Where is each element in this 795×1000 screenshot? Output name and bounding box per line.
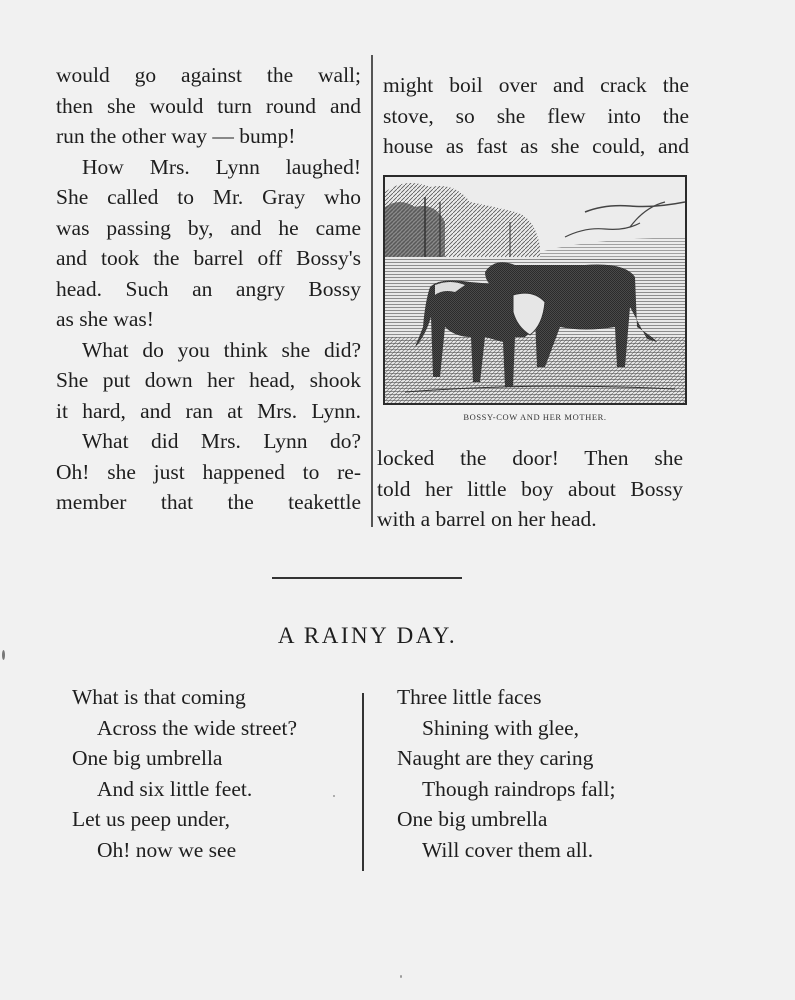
paper-speck xyxy=(2,650,5,660)
poem-line: Across the wide street? xyxy=(97,715,297,740)
poem-line: One big umbrella xyxy=(72,746,223,770)
story-line: run the other way — bump! xyxy=(56,124,296,148)
story-line: told her little boy about Bossy xyxy=(377,476,683,501)
story-line: was passing by, and he came xyxy=(56,215,361,240)
poem-line: One big umbrella xyxy=(397,807,548,831)
poem-line: What is that coming xyxy=(72,685,246,709)
story-line: and took the barrel off Bossy's xyxy=(56,246,361,270)
section-separator xyxy=(272,577,462,579)
poem-line: Will cover them all. xyxy=(422,837,594,862)
story-line: might boil over and crack the xyxy=(383,73,689,97)
story-line: then she would turn round and xyxy=(56,93,361,118)
story-line: She put down her head, shook xyxy=(56,368,361,392)
poem-line: And six little feet. xyxy=(97,776,253,801)
poem-left-stanza xyxy=(72,682,297,865)
poem-line: Shining with glee, xyxy=(422,715,580,740)
paper-speck xyxy=(333,795,335,797)
poem-line: Oh! now we see xyxy=(97,837,237,862)
column-divider xyxy=(371,55,373,527)
story-left-column xyxy=(56,60,361,518)
story-line: head. Such an angry Bossy xyxy=(56,276,361,301)
poem-title: A RAINY DAY. xyxy=(277,623,458,648)
story-line: How Mrs. Lynn laughed! xyxy=(82,154,361,179)
poem-column-divider xyxy=(362,693,364,871)
poem-line: Naught are they caring xyxy=(397,746,594,770)
story-line: What did Mrs. Lynn do? xyxy=(82,429,361,453)
paper-speck xyxy=(400,975,402,978)
story-line: member that the teakettle xyxy=(56,490,361,514)
illustration-caption: BOSSY-COW AND HER MOTHER. xyxy=(463,412,607,422)
story-line: would go against the wall; xyxy=(56,63,361,87)
story-line: house as fast as she could, and xyxy=(383,134,689,158)
story-line: stove, so she flew into the xyxy=(383,103,689,128)
story-line: She called to Mr. Gray who xyxy=(56,185,361,209)
poem-line: Though raindrops fall; xyxy=(422,776,616,801)
illustration-frame xyxy=(383,175,687,405)
story-line: with a barrel on her head. xyxy=(377,507,597,531)
story-right-column-bottom xyxy=(377,443,683,535)
story-right-column-top xyxy=(383,70,689,162)
story-line: What do you think she did? xyxy=(82,337,361,362)
story-line: as she was! xyxy=(56,307,154,331)
story-line: Oh! she just happened to re- xyxy=(56,459,361,484)
story-line: it hard, and ran at Mrs. Lynn. xyxy=(56,398,361,423)
poem-line: Three little faces xyxy=(397,685,542,709)
story-line: locked the door! Then she xyxy=(377,446,683,470)
cow-and-calf-engraving-icon xyxy=(385,177,685,403)
poem-right-stanza xyxy=(397,682,615,865)
cow-illustration xyxy=(383,175,687,405)
poem-line: Let us peep under, xyxy=(72,807,230,831)
